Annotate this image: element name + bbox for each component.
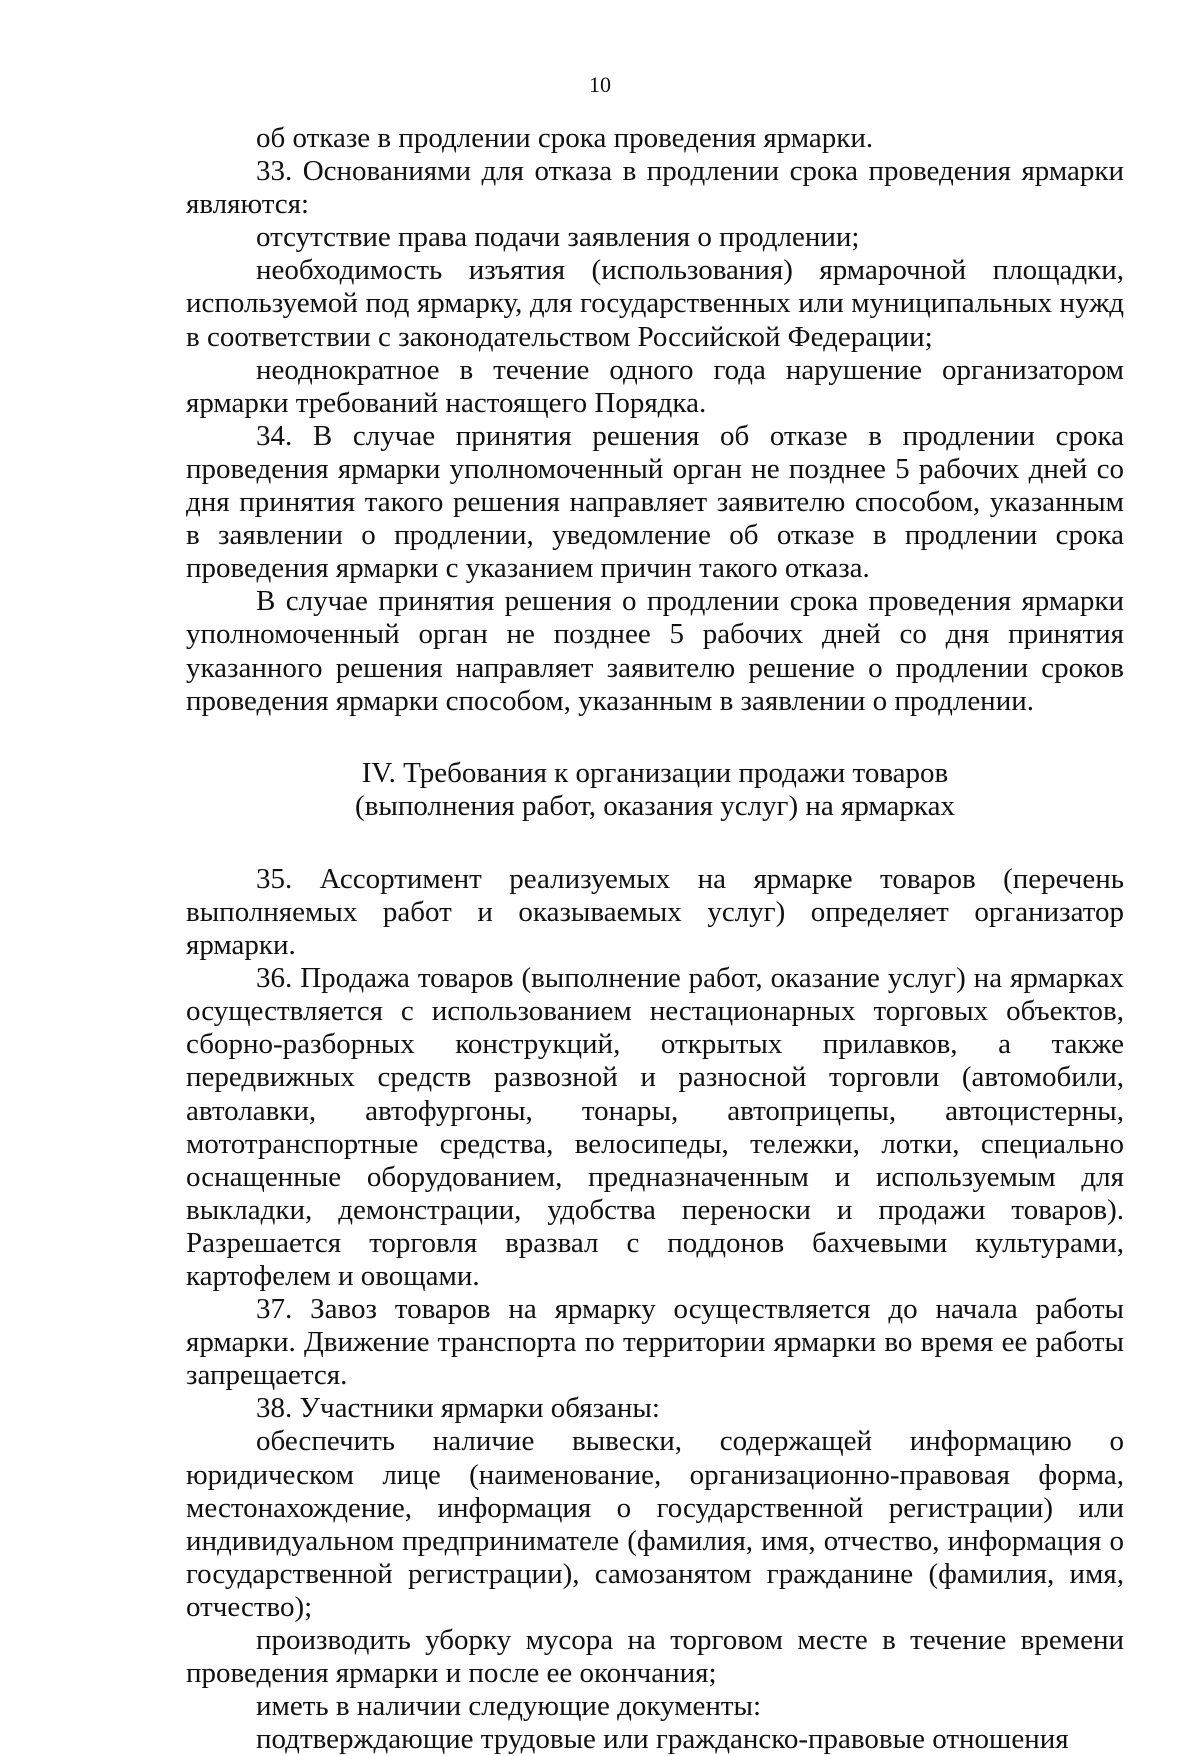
paragraph: иметь в наличии следующие документы: [256,1690,762,1723]
paragraph: обеспечить наличие вывески, содержащей информацию о юридическом лице (наименование, организационно-правовая форма, местонахождение, информация о государственной регистрации) или индивидуальном предпринимателе (фамилия, имя, отчество, информация о государственной регистрации), самозанятом гражданине (фамилия, имя, отчество); [186,1425,1124,1623]
paragraph: неоднократное в течение одного года нарушение организатором ярмарки требований настоящего Порядка. [186,353,1124,419]
paragraph: подтверждающие трудовые или гражданско-правовые отношения [256,1723,1069,1756]
section-heading [186,757,1124,823]
paragraph: 33. Основаниями для отказа в продлении срока проведения ярмарки являются: [186,155,1124,221]
paragraphs-after-heading [186,863,1124,1756]
paragraph: необходимость изъятия (использования) ярмарочной площадки, используемой под ярмарку, для государственных или муниципальных нужд в соответствии с законодательством Российской Федерации; [186,254,1124,353]
paragraph: 35. Ассортимент реализуемых на ярмарке товаров (перечень выполняемых работ и оказываемых услуг) определяет организатор ярмарки. [186,862,1124,962]
paragraph: 34. В случае принятия решения об отказе в продлении срока проведения ярмарки уполномоченный орган не позднее 5 рабочих дней со дня принятия такого решения направляет заявителю способом, указанным в заявлении о продлении, уведомление об отказе в продлении срока проведения ярмарки с указанием причин такого отказа. [186,419,1124,585]
page-number: 10 [589,72,611,97]
paragraph: производить уборку мусора на торговом месте в течение времени проведения ярмарки и после ее окончания; [186,1624,1124,1690]
paragraph: 38. Участники ярмарки обязаны: [256,1392,660,1425]
paragraph: 36. Продажа товаров (выполнение работ, оказание услуг) на ярмарках осуществляется с использованием нестационарных торговых объектов, сборно-разборных конструкций, открытых прилавков, а также передвижных средств развозной и разносной торговли (автомобили, автолавки, автофургоны, тонары, автоприцепы, автоцистерны, мототранспортные средства, велосипеды, тележки, лотки, специально оснащенные оборудованием, предназначенным и используемым для выкладки, демонстрации, удобства переноски и продажи товаров). Разрешается торговля вразвал с поддонов бахчевыми культурами, картофелем и овощами. [186,962,1124,1292]
paragraph: В случае принятия решения о продлении срока проведения ярмарки уполномоченный орган не позднее 5 рабочих дней со дня принятия указанного решения направляет заявителю решение о продлении сроков проведения ярмарки способом, указанным в заявлении о продлении. [186,585,1124,717]
paragraph: 37. Завоз товаров на ярмарку осуществляется до начала работы ярмарки. Движение транспорта по территории ярмарки во время ее работы запрещается. [186,1293,1124,1392]
section-heading-line-1: IV. Требования к организации продажи товаров [361,756,949,789]
paragraphs-before-heading [186,122,1124,718]
section-heading-line-2: (выполнения работ, оказания услуг) на ярмарках [355,789,955,822]
paragraph: отсутствие права подачи заявления о продлении; [256,221,860,254]
document-body [186,122,1124,1756]
paragraph: об отказе в продлении срока проведения ярмарки. [256,122,874,154]
